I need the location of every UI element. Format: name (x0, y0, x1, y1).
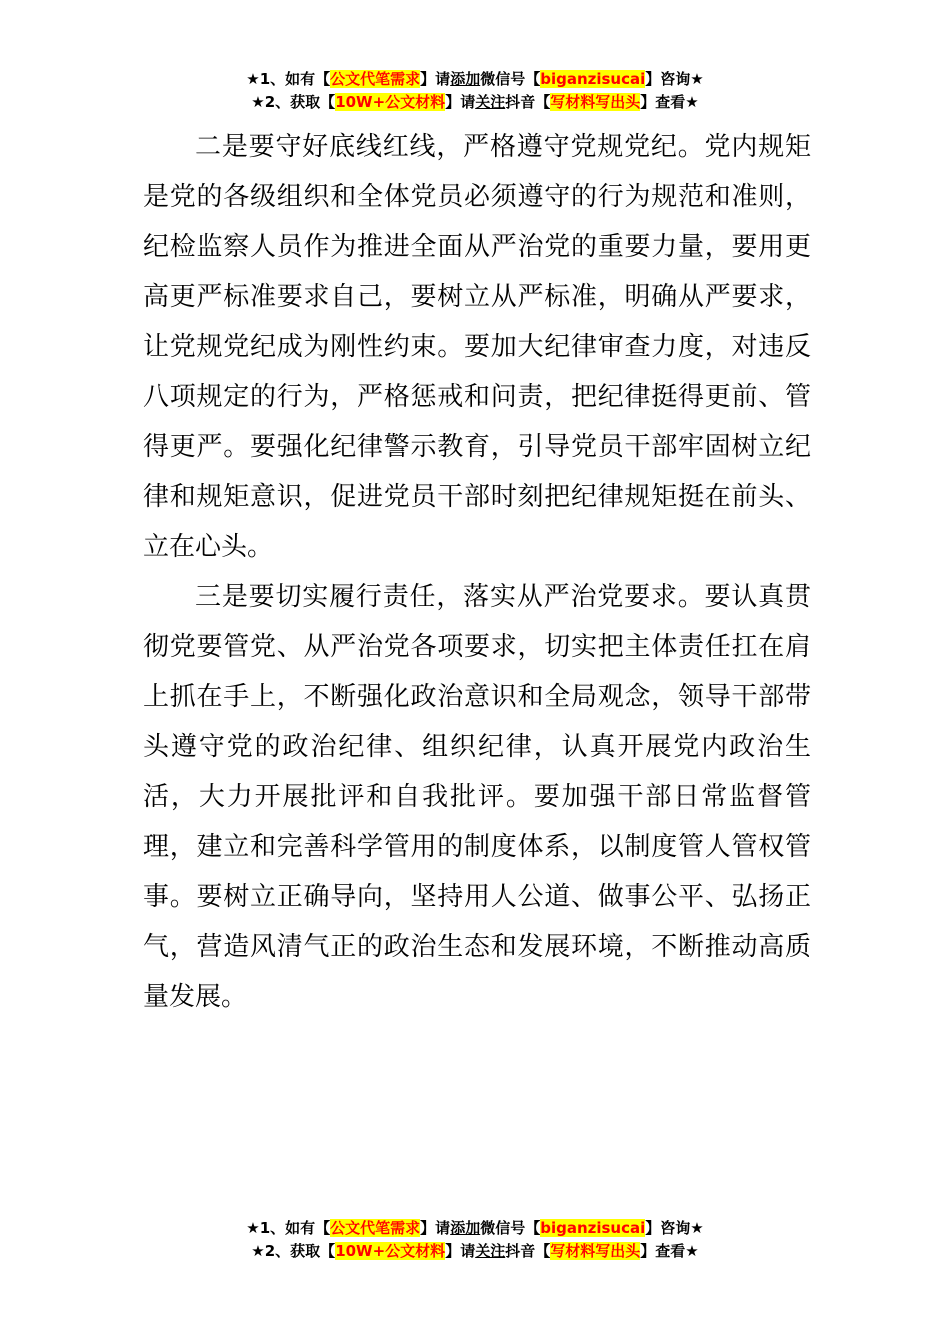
footer-line-1-middle: 】请 (420, 1219, 451, 1237)
footer-line-1-prefix: ★1、如有【 (246, 1219, 331, 1237)
footer-douyin-account: 写材料写出头 (550, 1242, 641, 1260)
footer-line-2-prefix: ★2、获取【 (251, 1242, 336, 1260)
header-follow-emphasis: 关注 (475, 93, 506, 111)
footer-add-emphasis: 添加 (450, 1219, 481, 1237)
header-materials-highlight: 10W+公文材料 (335, 93, 446, 111)
footer-line-1 (0, 1217, 950, 1240)
footer-line-1-middle-2: 微信号【 (480, 1219, 541, 1237)
header-line-2-middle-2: 抖音【 (505, 93, 551, 111)
paragraph-2-bottom-line: 二是要守好底线红线，严格遵守党规党纪。党内规矩是党的各级组织和全体党员必须遵守的行为规范和准则，纪检监察人员作为推进全面从严治党的重要力量，要用更高更严标准要求自己，要树立从严标准，明确从严要求，让党规党纪成为刚性约束。要加大纪律审查力度，对违反八项规定的行为，严格惩戒和问责，把纪律挺得更前、管得更严。要强化纪律警示教育，引导党员干部牢固树立纪律和规矩意识，促进党员干部时刻把纪律规矩挺在前头、立在心头。 (143, 132, 811, 562)
footer-line-1-suffix: 】咨询★ (645, 1219, 704, 1237)
footer-follow-emphasis: 关注 (475, 1242, 506, 1260)
header-line-2-middle: 】请 (445, 93, 476, 111)
document-body (143, 122, 811, 1022)
header-line-1-middle-2: 微信号【 (480, 70, 541, 88)
header-line-1-middle: 】请 (420, 70, 451, 88)
footer-line-2-middle-2: 抖音【 (505, 1242, 551, 1260)
header-line-2-suffix: 】查看★ (640, 93, 699, 111)
footer-materials-highlight: 10W+公文材料 (335, 1242, 446, 1260)
footer-line-2 (0, 1240, 950, 1263)
header-line-1 (0, 68, 950, 91)
header-wechat-id: biganzisucai (540, 70, 646, 88)
header-line-1-prefix: ★1、如有【 (246, 70, 331, 88)
header-banner (0, 68, 950, 114)
header-add-emphasis: 添加 (450, 70, 481, 88)
header-line-2 (0, 91, 950, 114)
footer-line-2-middle: 】请 (445, 1242, 476, 1260)
footer-line-2-suffix: 】查看★ (640, 1242, 699, 1260)
footer-banner (0, 1217, 950, 1263)
footer-service-highlight: 公文代笔需求 (330, 1219, 421, 1237)
header-douyin-account: 写材料写出头 (550, 93, 641, 111)
footer-wechat-id: biganzisucai (540, 1219, 646, 1237)
header-service-highlight: 公文代笔需求 (330, 70, 421, 88)
header-line-2-prefix: ★2、获取【 (251, 93, 336, 111)
paragraph-3-responsibility: 三是要切实履行责任，落实从严治党要求。要认真贯彻党要管党、从严治党各项要求，切实把主体责任扛在肩上抓在手上，不断强化政治意识和全局观念，领导干部带头遵守党的政治纪律、组织纪律，认真开展党内政治生活，大力开展批评和自我批评。要加强干部日常监督管理，建立和完善科学管用的制度体系，以制度管人管权管事。要树立正确导向，坚持用人公道、做事公平、弘扬正气，营造风清气正的政治生态和发展环境，不断推动高质量发展。 (143, 582, 811, 1012)
header-line-1-suffix: 】咨询★ (645, 70, 704, 88)
